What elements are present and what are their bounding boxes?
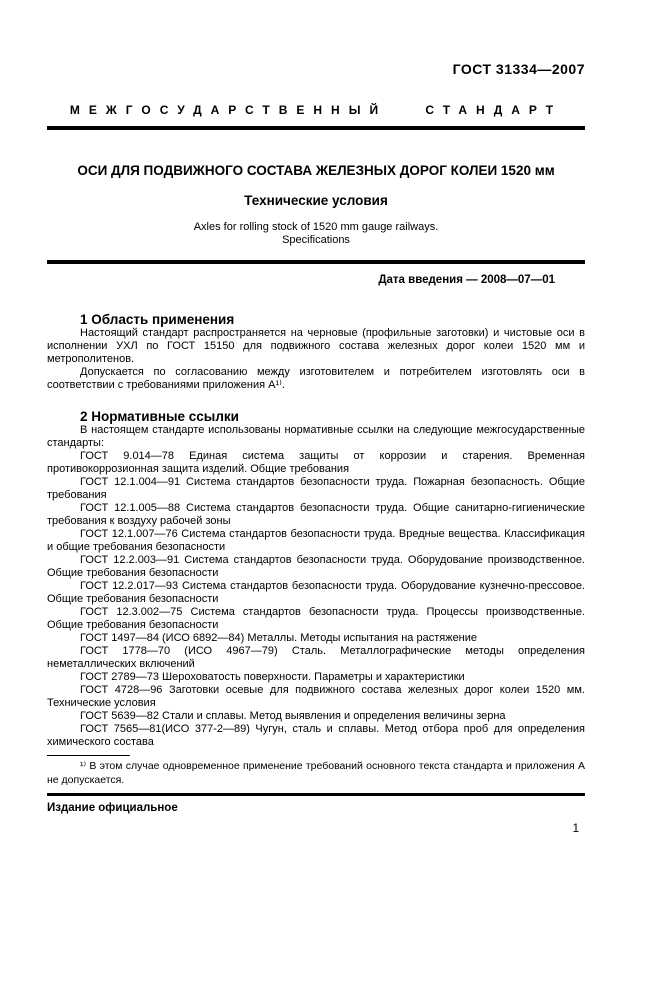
references-intro: В настоящем стандарте использованы нормативные ссылки на следующие межгосударственные стандарты: <box>47 424 585 449</box>
reference-item: ГОСТ 12.1.004—91 Система стандартов безопасности труда. Пожарная безопасность. Общие требования <box>47 476 585 501</box>
reference-item: ГОСТ 12.1.005—88 Система стандартов безопасности труда. Общие санитарно-гигиенические требования к воздуху рабочей зоны <box>47 502 585 527</box>
effective-date: Дата введения — 2008—07—01 <box>378 274 555 286</box>
document-subtitle-en: Specifications <box>282 234 350 246</box>
scope-paragraph: Настоящий стандарт распространяется на черновые (профильные заготовки) и чистовые оси в исполнении УХЛ по ГОСТ 15150 для подвижного состава железных дорог колеи 1520 мм и метрополитенов. <box>47 327 585 365</box>
document-title-ru: ОСИ ДЛЯ ПОДВИЖНОГО СОСТАВА ЖЕЛЕЗНЫХ ДОРОГ КОЛЕИ 1520 мм <box>77 163 555 178</box>
footnote-text: ¹⁾ В этом случае одновременное применение требований основного текста стандарта и приложения А не допускается. <box>47 760 585 786</box>
section-heading-scope: 1 Область применения <box>80 312 235 327</box>
document-subtitle-ru: Технические условия <box>244 193 388 208</box>
reference-item: ГОСТ 12.1.007—76 Система стандартов безопасности труда. Вредные вещества. Классификация и общие требования безопасности <box>47 528 585 553</box>
document-page <box>0 62 661 998</box>
reference-item: ГОСТ 12.3.002—75 Система стандартов безопасности труда. Процессы производственные. Общие требования безопасности <box>47 606 585 631</box>
reference-item: ГОСТ 1778—70 (ИСО 4967—79) Сталь. Металлографические методы определения неметаллических включений <box>47 645 585 670</box>
section-heading-references: 2 Нормативные ссылки <box>80 409 239 424</box>
reference-item: ГОСТ 5639—82 Стали и сплавы. Метод выявления и определения величины зерна <box>80 710 506 722</box>
reference-item: ГОСТ 9.014—78 Единая система защиты от коррозии и старения. Временная противокоррозионная защита изделий. Общие требования <box>47 450 585 475</box>
reference-item: ГОСТ 4728—96 Заготовки осевые для подвижного состава железных дорог колеи 1520 мм. Технические условия <box>47 684 585 709</box>
reference-item: ГОСТ 12.2.017—93 Система стандартов безопасности труда. Оборудование кузнечно-прессовое. Общие требования безопасности <box>47 580 585 605</box>
scope-paragraph: Допускается по согласованию между изготовителем и потребителем изготовлять оси в соответствии с требованиями приложения А¹⁾. <box>47 366 585 391</box>
document-title-en: Axles for rolling stock of 1520 mm gauge railways. <box>193 221 439 233</box>
footer-rule <box>47 793 585 796</box>
header-rule <box>47 126 585 130</box>
reference-item: ГОСТ 7565—81(ИСО 377-2—89) Чугун, сталь и сплавы. Метод отбора проб для определения химического состава <box>47 723 585 748</box>
standard-type-banner: МЕЖГОСУДАРСТВЕННЫЙ СТАНДАРТ <box>69 103 563 117</box>
title-rule <box>47 260 585 264</box>
reference-item: ГОСТ 2789—73 Шероховатость поверхности. Параметры и характеристики <box>80 671 465 683</box>
edition-note: Издание официальное <box>47 802 178 814</box>
reference-item: ГОСТ 1497—84 (ИСО 6892—84) Металлы. Методы испытания на растяжение <box>80 632 478 644</box>
page-number: 1 <box>572 823 579 835</box>
footnote-separator <box>47 755 130 756</box>
reference-item: ГОСТ 12.2.003—91 Система стандартов безопасности труда. Оборудование производственное. Общие требования безопасности <box>47 554 585 579</box>
doc-number: ГОСТ 31334—2007 <box>452 61 585 77</box>
